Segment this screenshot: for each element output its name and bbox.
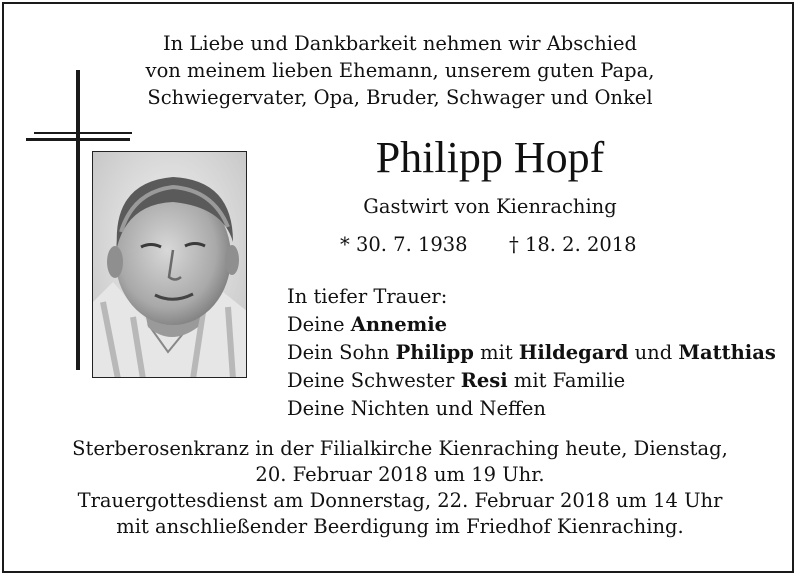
intro-line: In Liebe und Dankbarkeit nehmen wir Abschied	[162, 32, 638, 55]
birth-date: * 30. 7. 1938	[340, 233, 468, 256]
portrait-illustration	[93, 152, 247, 378]
mourner-prefix: Dein Sohn	[287, 341, 396, 364]
cross-horizontal-bar	[34, 132, 132, 134]
service-line: mit anschließender Beerdigung im Friedhof Kienraching.	[116, 515, 684, 538]
mourner-connector: mit	[473, 341, 519, 364]
service-line: Trauergottesdienst am Donnerstag, 22. Februar 2018 um 14 Uhr	[77, 489, 723, 512]
portrait-photo	[92, 151, 247, 378]
mourner-prefix: Deine Schwester	[287, 369, 461, 392]
service-line: 20. Februar 2018 um 19 Uhr.	[255, 463, 545, 486]
mourner-name: Philipp	[395, 341, 474, 364]
intro-text	[0, 30, 800, 111]
mourner-prefix: Deine	[287, 313, 351, 336]
deceased-name: Philipp Hopf	[375, 133, 605, 182]
mourner-suffix: mit Familie	[507, 369, 626, 392]
cross-horizontal-bar	[26, 138, 130, 141]
mourner-line	[287, 339, 776, 367]
mourners-list	[287, 283, 776, 423]
mourners-heading: In tiefer Trauer:	[287, 285, 448, 308]
service-line: Sterberosenkranz in der Filialkirche Kienraching heute, Dienstag,	[72, 437, 728, 460]
mourner-line	[287, 311, 776, 339]
mourner-name: Matthias	[678, 341, 776, 364]
mourner-name: Resi	[460, 369, 508, 392]
intro-line: von meinem lieben Ehemann, unserem guten Papa,	[145, 59, 655, 82]
mourner-name: Annemie	[350, 313, 448, 336]
mourner-line: Deine Nichten und Neffen	[287, 397, 546, 420]
deceased-profession: Gastwirt von Kienraching	[363, 195, 617, 218]
cross-vertical-bar	[76, 70, 80, 370]
service-details	[0, 436, 800, 540]
death-date: † 18. 2. 2018	[509, 233, 637, 256]
mourner-connector: und	[628, 341, 679, 364]
intro-line: Schwiegervater, Opa, Bruder, Schwager und Onkel	[147, 86, 653, 109]
mourner-line	[287, 367, 776, 395]
mourner-name: Hildegard	[518, 341, 629, 364]
